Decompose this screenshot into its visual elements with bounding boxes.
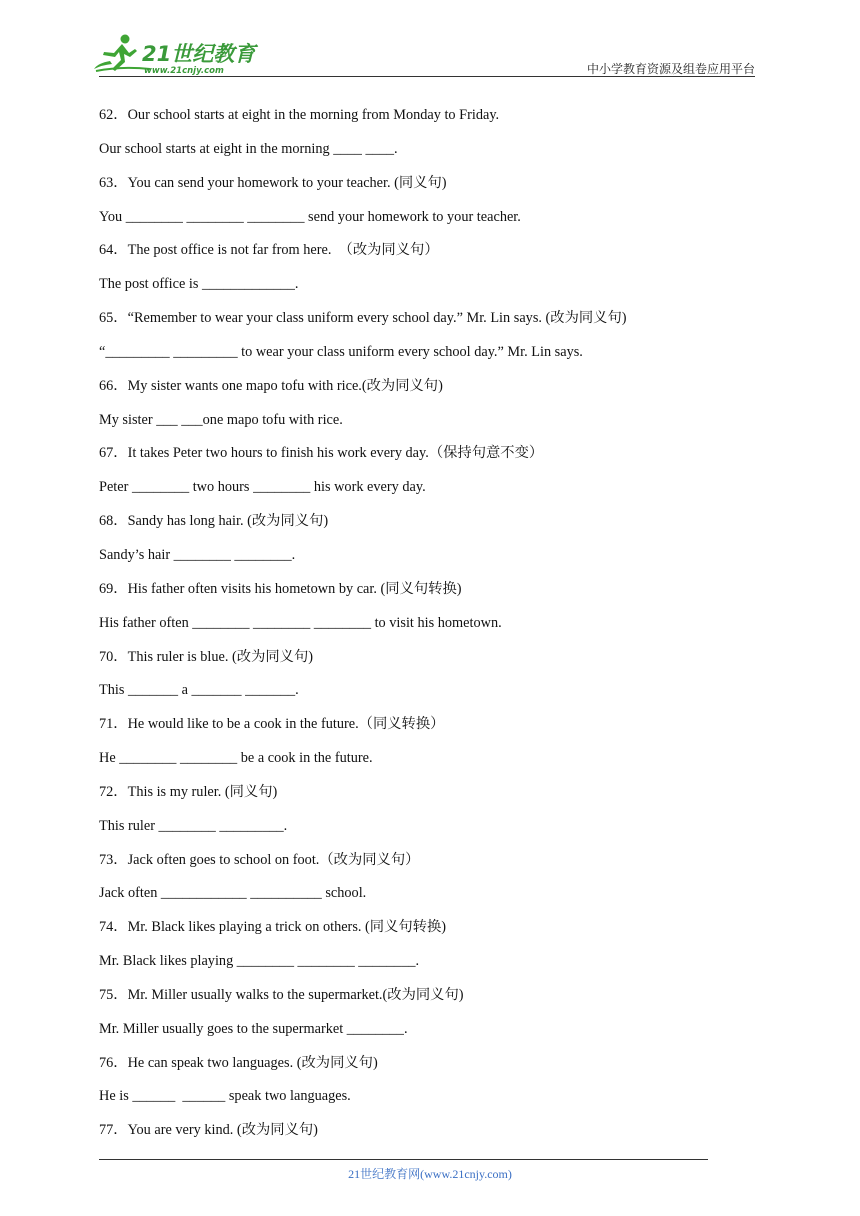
question-line: 62．Our school starts at eight in the morning from Monday to Friday. <box>99 107 500 123</box>
exercise-list <box>99 105 739 1154</box>
question-line: 73．Jack often goes to school on foot.（改为同义句） <box>99 851 420 868</box>
answer-line: Mr. Black likes playing ________ ________ ________. <box>99 953 420 970</box>
answer-line: This ruler ________ _________. <box>99 817 288 834</box>
answer-line: My sister ___ ___one mapo tofu with rice. <box>99 411 343 428</box>
answer-line: He ________ ________ be a cook in the future. <box>99 750 373 767</box>
platform-name: 中小学教育资源及组卷应用平台 <box>586 62 755 76</box>
question-line: 66．My sister wants one mapo tofu with rice.(改为同义句) <box>99 377 443 394</box>
page-header <box>0 0 860 80</box>
answer-line: He is ______ ______ speak two languages. <box>99 1088 351 1105</box>
question-line: 74．Mr. Black likes playing a trick on others. (同义句转换) <box>99 919 447 936</box>
question-line: 77．You are very kind. (改为同义句) <box>99 1122 318 1139</box>
answer-line: Jack often ____________ __________ school. <box>99 885 367 902</box>
answer-line: You ________ ________ ________ send your homework to your teacher. <box>99 208 521 225</box>
answer-line: Our school starts at eight in the morning ____ ____. <box>99 140 398 157</box>
answer-line: His father often ________ ________ ________ to visit his hometown. <box>99 614 502 631</box>
question-line: 72．This is my ruler. (同义句) <box>99 783 278 800</box>
question-line: 75．Mr. Miller usually walks to the supermarket.(改为同义句) <box>99 986 464 1003</box>
header-divider <box>99 76 755 77</box>
question-line: 65．“Remember to wear your class uniform every school day.” Mr. Lin says. (改为同义句) <box>99 310 627 327</box>
question-line: 67．It takes Peter two hours to finish his work every day.（保持句意不变） <box>99 445 544 462</box>
answer-line: Sandy’s hair ________ ________. <box>99 546 296 563</box>
question-line: 64．The post office is not far from here. （改为同义句） <box>99 242 439 259</box>
question-line: 69．His father often visits his hometown by car. (同义句转换) <box>99 580 462 597</box>
answer-line: Peter ________ two hours ________ his work every day. <box>99 479 426 496</box>
answer-line: The post office is _____________. <box>99 276 299 293</box>
question-line: 70．This ruler is blue. (改为同义句) <box>99 648 314 665</box>
answer-line: This _______ a _______ _______. <box>99 682 299 699</box>
logo-graphic <box>92 33 262 79</box>
question-line: 71．He would like to be a cook in the future.（同义转换） <box>99 716 445 733</box>
logo <box>92 33 262 79</box>
logo-url: www.21cnjy.com <box>144 66 224 76</box>
question-line: 63．You can send your homework to your teacher. (同义句) <box>99 174 447 191</box>
footer-divider <box>99 1159 708 1160</box>
question-line: 68．Sandy has long hair. (改为同义句) <box>99 513 329 530</box>
answer-line: “_________ _________ to wear your class uniform every school day.” Mr. Lin says. <box>99 343 583 360</box>
footer-source: 21世纪教育网(www.21cnjy.com) <box>348 1167 512 1181</box>
question-line: 76．He can speak two languages. (改为同义句) <box>99 1054 378 1071</box>
logo-wordmark: 21世纪教育 <box>142 42 256 66</box>
answer-line: Mr. Miller usually goes to the supermarket ________. <box>99 1020 408 1037</box>
